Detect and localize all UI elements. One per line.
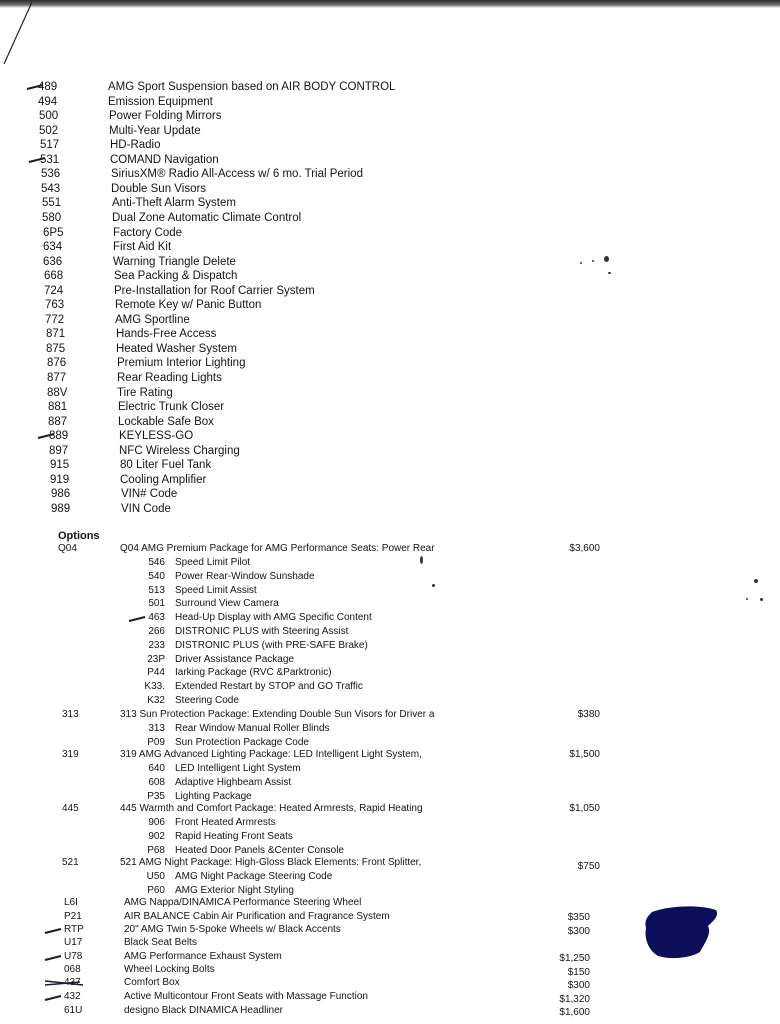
equipment-description: Multi-Year Update [109, 124, 201, 137]
option-price: $1,250 [559, 953, 590, 964]
package-component-description: DISTRONIC PLUS (with PRE-SAFE Brake) [175, 639, 368, 651]
package-component-code: 906 [148, 817, 165, 828]
equipment-code: 551 [42, 197, 62, 210]
equipment-code: 724 [44, 284, 64, 297]
equipment-code: 881 [48, 401, 68, 414]
option-price: $1,600 [559, 1007, 590, 1018]
option-code: U17 [64, 937, 83, 948]
package-component-description: Rapid Heating Front Seats [175, 830, 293, 842]
package-component-description: Heated Door Panels &Center Console [175, 844, 344, 856]
package-component-description: Sun Protection Package Code [175, 736, 309, 748]
package-component-code: 546 [148, 557, 165, 568]
equipment-code: 772 [45, 313, 65, 326]
pen-check-icon [28, 157, 46, 163]
option-description: Q04 AMG Premium Package for AMG Performance Seats: Power Rear [120, 543, 435, 554]
equipment-code: 763 [45, 299, 65, 312]
option-price: $1,050 [569, 803, 600, 814]
equipment-description: COMAND Navigation [110, 153, 219, 166]
scanned-page-edge [0, 0, 780, 8]
equipment-code: 500 [39, 110, 59, 123]
equipment-code: 543 [41, 182, 61, 195]
equipment-description: VIN Code [121, 502, 171, 515]
option-code: U78 [64, 951, 83, 962]
scan-speck [420, 556, 423, 564]
equipment-description: First Aid Kit [113, 241, 172, 254]
equipment-description: HD-Radio [110, 139, 161, 152]
option-description: Black Seat Belts [124, 937, 197, 948]
equipment-code: 494 [38, 95, 58, 108]
package-component-code: K33. [144, 681, 165, 693]
option-price: $380 [577, 709, 600, 720]
package-component-code: P68 [147, 844, 165, 856]
option-description: Comfort Box [124, 977, 180, 988]
package-component-code: 540 [148, 570, 165, 582]
package-component-code: P60 [147, 884, 165, 896]
option-price: $300 [567, 980, 590, 991]
package-component-code: P35 [147, 790, 165, 802]
option-description: 313 Sun Protection Package: Extending Double Sun Visors for Driver a [120, 709, 435, 720]
equipment-code: 889 [49, 430, 69, 443]
pen-check-icon [44, 995, 62, 1001]
equipment-description: Factory Code [113, 226, 183, 239]
package-component-description: Surround View Camera [175, 598, 279, 610]
equipment-description: Anti-Theft Alarm System [112, 197, 236, 210]
equipment-code: 580 [42, 211, 62, 224]
equipment-description: SiriusXM® Radio All-Access w/ 6 mo. Trial Period [111, 168, 363, 181]
option-description: 445 Warmth and Comfort Package: Heated Armrests, Rapid Heating [120, 803, 423, 814]
package-component-description: Speed Limit Pilot [175, 557, 251, 568]
package-component-description: Adaptive Highbeam Assist [175, 776, 292, 788]
option-code: 445 [62, 803, 79, 814]
scan-speck [580, 262, 582, 264]
package-component-description: AMG Exterior Night Styling [175, 884, 294, 896]
package-component-code: 501 [148, 598, 165, 610]
option-code: L6I [64, 897, 78, 908]
option-price: $3,600 [569, 543, 600, 554]
scan-speck [592, 260, 594, 262]
ink-marker-blot [642, 904, 722, 962]
option-code: 068 [64, 964, 81, 975]
option-code: 521 [62, 857, 79, 868]
scan-speck [746, 598, 748, 600]
package-component-description: AMG Night Package Steering Code [175, 871, 333, 882]
option-description: 20" AMG Twin 5-Spoke Wheels w/ Black Accents [124, 924, 341, 935]
equipment-description: Pre-Installation for Roof Carrier System [114, 284, 315, 297]
option-code: P21 [64, 911, 82, 922]
equipment-code: 517 [40, 139, 60, 152]
equipment-code: 536 [41, 168, 61, 181]
package-component-description: Power Rear-Window Sunshade [175, 570, 315, 582]
option-code: 61U [64, 1005, 83, 1016]
scan-speck [604, 256, 609, 262]
package-component-code: 640 [148, 763, 165, 774]
package-component-code: P09 [147, 736, 165, 748]
equipment-description: Power Folding Mirrors [109, 110, 222, 123]
equipment-code: 897 [49, 444, 69, 457]
option-description: AMG Performance Exhaust System [124, 951, 282, 962]
package-component-description: Driver Assistance Package [175, 653, 294, 665]
option-description: 319 AMG Advanced Lighting Package: LED Intelligent Light System, [120, 749, 422, 760]
equipment-code: 88V [47, 386, 68, 399]
package-component-description: Speed Limit Assist [175, 584, 257, 596]
option-price: $300 [567, 926, 590, 937]
pen-strike-icon [44, 979, 84, 987]
equipment-code: 636 [43, 255, 63, 268]
option-code: 319 [62, 749, 79, 760]
equipment-description: Hands-Free Access [116, 328, 217, 341]
package-component-code: 23P [147, 653, 165, 665]
package-component-code: 233 [148, 639, 165, 651]
package-component-description: Lighting Package [175, 790, 252, 802]
equipment-code: 871 [46, 328, 66, 341]
package-component-description: Iarking Package (RVC &Parktronic) [175, 667, 332, 679]
equipment-description: Tire Rating [117, 386, 173, 399]
option-price: $1,320 [559, 994, 590, 1005]
option-code: 432 [64, 991, 81, 1002]
equipment-code: 986 [51, 488, 71, 501]
scan-speck [760, 598, 763, 601]
package-component-description: Extended Restart by STOP and GO Traffic [175, 681, 363, 693]
scan-speck [754, 579, 758, 583]
pen-check-icon [44, 955, 62, 961]
equipment-code: 875 [46, 342, 66, 355]
package-component-code: 313 [148, 723, 165, 734]
package-component-code: 266 [148, 626, 165, 637]
package-component-code: 608 [148, 776, 165, 788]
option-description: 521 AMG Night Package: High-Gloss Black Elements: Front Splitter, [120, 857, 422, 868]
option-description: AMG Nappa/DINAMICA Performance Steering Wheel [124, 897, 362, 908]
equipment-description: Electric Trunk Closer [118, 401, 225, 414]
pen-check-icon [44, 928, 62, 934]
package-component-description: LED Intelligent Light System [175, 763, 301, 774]
option-price: $750 [577, 861, 600, 872]
option-description: Wheel Locking Bolts [124, 964, 215, 975]
scan-speck [608, 272, 611, 274]
equipment-description: AMG Sport Suspension based on AIR BODY CONTROL [108, 81, 396, 93]
option-code: 437 [64, 977, 81, 988]
package-component-description: DISTRONIC PLUS with Steering Assist [175, 626, 349, 637]
option-price: $350 [567, 912, 590, 923]
package-component-code: 902 [148, 830, 165, 842]
package-component-description: Steering Code [175, 695, 239, 706]
equipment-description: KEYLESS-GO [119, 430, 194, 443]
equipment-code: 876 [47, 357, 67, 370]
option-price: $1,500 [569, 749, 600, 760]
equipment-description: Sea Packing & Dispatch [114, 270, 238, 283]
equipment-code: 915 [50, 459, 70, 472]
equipment-description: Dual Zone Automatic Climate Control [112, 211, 302, 224]
equipment-description: Heated Washer System [116, 342, 238, 355]
equipment-description: Premium Interior Lighting [117, 357, 246, 370]
options-heading: Options [58, 530, 100, 542]
package-component-code: U50 [146, 871, 165, 882]
equipment-code: 887 [48, 415, 68, 428]
option-code: 313 [62, 709, 79, 720]
equipment-description: Warning Triangle Delete [113, 255, 236, 268]
equipment-code: 502 [39, 124, 59, 137]
equipment-code: 489 [38, 81, 58, 93]
equipment-description: NFC Wireless Charging [119, 444, 240, 457]
fold-mark-line [2, 0, 34, 70]
equipment-description: Emission Equipment [108, 95, 213, 108]
package-component-code: 513 [148, 584, 165, 596]
equipment-code: 668 [44, 270, 64, 283]
pen-check-icon [128, 616, 146, 622]
equipment-description: AMG Sportline [115, 313, 190, 326]
package-component-code: P44 [147, 667, 165, 679]
option-price: $150 [567, 967, 590, 978]
equipment-code: 531 [40, 153, 60, 166]
equipment-description: Remote Key w/ Panic Button [115, 299, 262, 312]
pen-check-icon [26, 84, 44, 90]
package-component-description: Front Heated Armrests [175, 817, 276, 828]
equipment-code: 989 [51, 502, 71, 515]
pen-check-icon [37, 433, 55, 439]
equipment-description: Double Sun Visors [111, 182, 207, 195]
equipment-description: Cooling Amplifier [120, 473, 207, 486]
option-description: AIR BALANCE Cabin Air Purification and Fragrance System [124, 911, 390, 922]
equipment-code: 919 [50, 473, 70, 486]
equipment-description: Rear Reading Lights [117, 372, 222, 384]
scan-speck [432, 584, 435, 587]
package-component-code: K32 [147, 695, 165, 706]
option-code: RTP [64, 924, 84, 935]
equipment-code: 877 [47, 372, 67, 384]
equipment-description: VIN# Code [121, 488, 178, 501]
package-component-description: Rear Window Manual Roller Blinds [175, 723, 330, 734]
equipment-description: Lockable Safe Box [118, 415, 214, 428]
option-description: designo Black DINAMICA Headliner [124, 1005, 283, 1016]
option-description: Active Multicontour Front Seats with Massage Function [124, 991, 368, 1002]
option-code: Q04 [58, 543, 77, 554]
package-component-code: 463 [148, 612, 165, 624]
package-component-description: Head-Up Display with AMG Specific Content [175, 612, 372, 624]
equipment-code: 634 [43, 241, 63, 254]
equipment-description: 80 Liter Fuel Tank [120, 459, 212, 472]
equipment-code: 6P5 [43, 226, 64, 239]
